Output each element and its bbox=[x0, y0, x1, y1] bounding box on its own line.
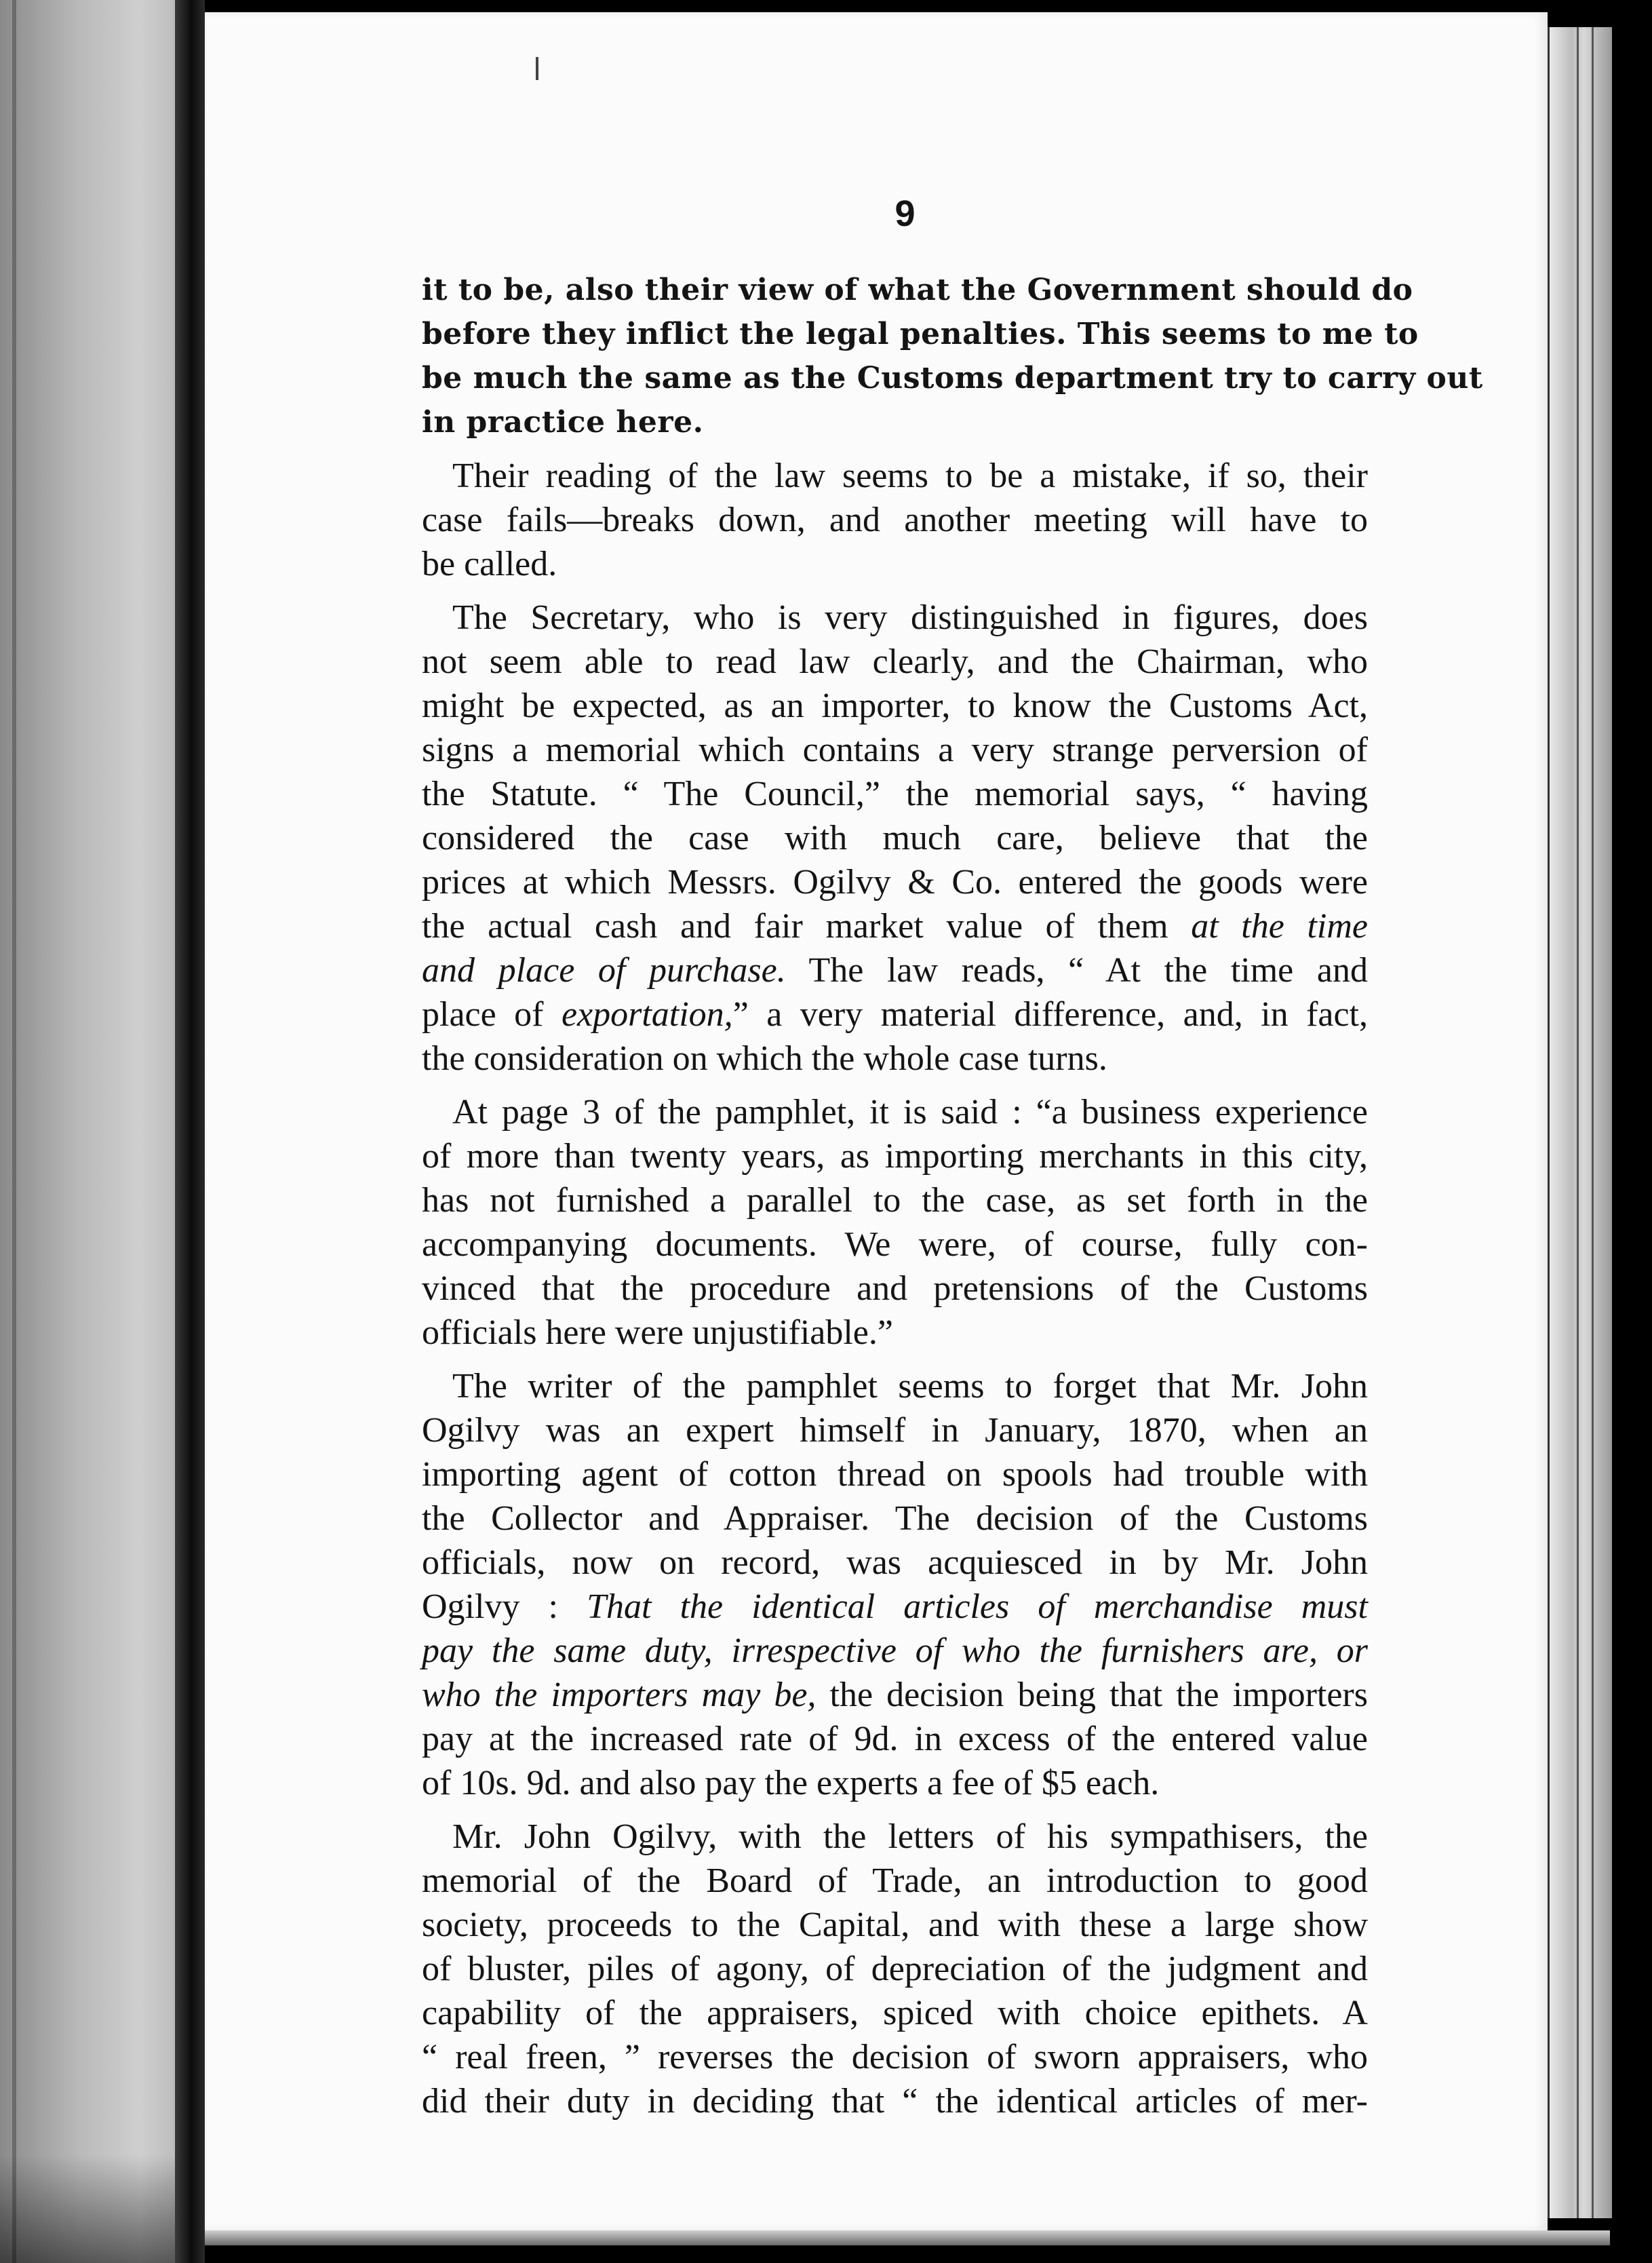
page-number: 9 bbox=[894, 193, 916, 234]
text-line: prices at which Messrs. Ogilvy & Co. entered the goods were bbox=[422, 863, 1368, 902]
text-line: society, proceeds to the Capital, and with these a large show bbox=[422, 1906, 1368, 1944]
page-stack-line bbox=[1577, 27, 1579, 2218]
text-line bbox=[422, 992, 1368, 1037]
text-line: The Secretary, who is very distinguished in figures, does bbox=[452, 598, 1368, 637]
text-line: Mr. John Ogilvy, with the letters of his sympathisers, the bbox=[452, 1817, 1368, 1856]
text-line: has not furnished a parallel to the case, as set forth in the bbox=[422, 1181, 1368, 1220]
text-line: The writer of the pamphlet seems to forget that Mr. John bbox=[452, 1367, 1368, 1406]
text-line: the Collector and Appraiser. The decision of the Customs bbox=[422, 1499, 1368, 1538]
paragraph-1 bbox=[422, 268, 1483, 444]
paragraph-2 bbox=[422, 454, 1368, 586]
text-line: importing agent of cotton thread on spools had trouble with bbox=[422, 1455, 1368, 1494]
page-stack-line bbox=[1592, 27, 1594, 2218]
text-line: accompanying documents. We were, of course, fully con- bbox=[422, 1225, 1368, 1264]
italic-fragment: and place of purchase. bbox=[422, 951, 786, 990]
text-line: might be expected, as an importer, to know the Customs Act, bbox=[422, 686, 1368, 725]
italic-fragment: exportation, bbox=[561, 995, 733, 1034]
text-line: capability of the appraisers, spiced with choice epithets. A bbox=[422, 1994, 1368, 2032]
text-line: memorial of the Board of Trade, an introduction to good bbox=[422, 1861, 1368, 1900]
text-line: vinced that the procedure and pretensions of the Customs bbox=[422, 1269, 1368, 1308]
text-line: did their duty in deciding that “ the identical articles of mer- bbox=[422, 2082, 1368, 2121]
text-line: officials here were unjustifiable.” bbox=[422, 1313, 893, 1352]
text-line: Ogilvy was an expert himself in January, 1870, when an bbox=[422, 1411, 1368, 1450]
text-line bbox=[422, 948, 1368, 992]
text-line: it to be, also their view of what the Government should do bbox=[422, 273, 1413, 307]
text-line: in practice here. bbox=[422, 405, 704, 440]
text-fragment: The law reads, “ At the time and bbox=[808, 951, 1368, 990]
italic-fragment: That the identical articles of merchandise must bbox=[587, 1587, 1368, 1626]
text-line: before they inflict the legal penalties. This seems to me to bbox=[422, 317, 1419, 351]
page-bottom-edge bbox=[205, 2230, 1610, 2245]
paragraph-6 bbox=[422, 1815, 1368, 2123]
text-line: Their reading of the law seems to be a mistake, if so, their bbox=[452, 457, 1368, 495]
facing-page-border bbox=[12, 0, 16, 2263]
text-line: of more than twenty years, as importing merchants in this city, bbox=[422, 1137, 1368, 1176]
page-text bbox=[422, 193, 1483, 2133]
text-line: “ real freen, ” reverses the decision of sworn appraisers, who bbox=[422, 2038, 1368, 2076]
text-fragment: Ogilvy : bbox=[422, 1587, 558, 1626]
text-line: signs a memorial which contains a very strange perversion of bbox=[422, 731, 1368, 769]
text-line: the Statute. “ The Council,” the memorial says, “ having bbox=[422, 775, 1368, 813]
paragraph-4 bbox=[422, 1090, 1368, 1355]
text-line bbox=[422, 1585, 1368, 1629]
text-line bbox=[422, 1629, 1368, 1673]
text-line: of 10s. 9d. and also pay the experts a fee of $5 each. bbox=[422, 1764, 1160, 1802]
paragraph-5 bbox=[422, 1364, 1368, 1805]
page-stack-edge bbox=[1548, 27, 1612, 2218]
text-fragment: the decision being that the importers bbox=[816, 1676, 1368, 1714]
text-line: be much the same as the Customs department try to carry out bbox=[422, 361, 1483, 395]
text-line: officials, now on record, was acquiesced in by Mr. John bbox=[422, 1543, 1368, 1582]
text-line: considered the case with much care, believe that the bbox=[422, 819, 1368, 857]
italic-fragment: pay the same duty, irrespective of who the furnishers are, or bbox=[422, 1631, 1368, 1670]
text-line: not seem able to read law clearly, and the Chairman, who bbox=[422, 642, 1368, 681]
book-gutter bbox=[175, 0, 205, 2263]
text-line: case fails—breaks down, and another meeting will have to bbox=[422, 501, 1368, 539]
italic-fragment: at the time bbox=[1191, 907, 1368, 946]
text-line: be called. bbox=[422, 545, 557, 583]
text-line: the consideration on which the whole case turns. bbox=[422, 1039, 1107, 1078]
text-line bbox=[422, 904, 1368, 948]
text-line bbox=[422, 1673, 1368, 1717]
text-line: of bluster, piles of agony, of depreciation of the judgment and bbox=[422, 1950, 1368, 1988]
print-mark bbox=[536, 57, 538, 80]
italic-fragment: who the importers may be, bbox=[422, 1676, 817, 1714]
text-fragment: the actual cash and fair market value of them bbox=[422, 907, 1168, 946]
facing-page-edge bbox=[0, 0, 175, 2263]
text-line: At page 3 of the pamphlet, it is said : “a business experience bbox=[452, 1093, 1368, 1132]
text-fragment: place of bbox=[422, 995, 544, 1034]
facing-page-shadow bbox=[0, 2154, 175, 2263]
text-fragment: ” a very material difference, and, in fact, bbox=[732, 995, 1369, 1034]
text-line: pay at the increased rate of 9d. in excess of the entered value bbox=[422, 1720, 1368, 1758]
paragraph-3 bbox=[422, 596, 1368, 1081]
